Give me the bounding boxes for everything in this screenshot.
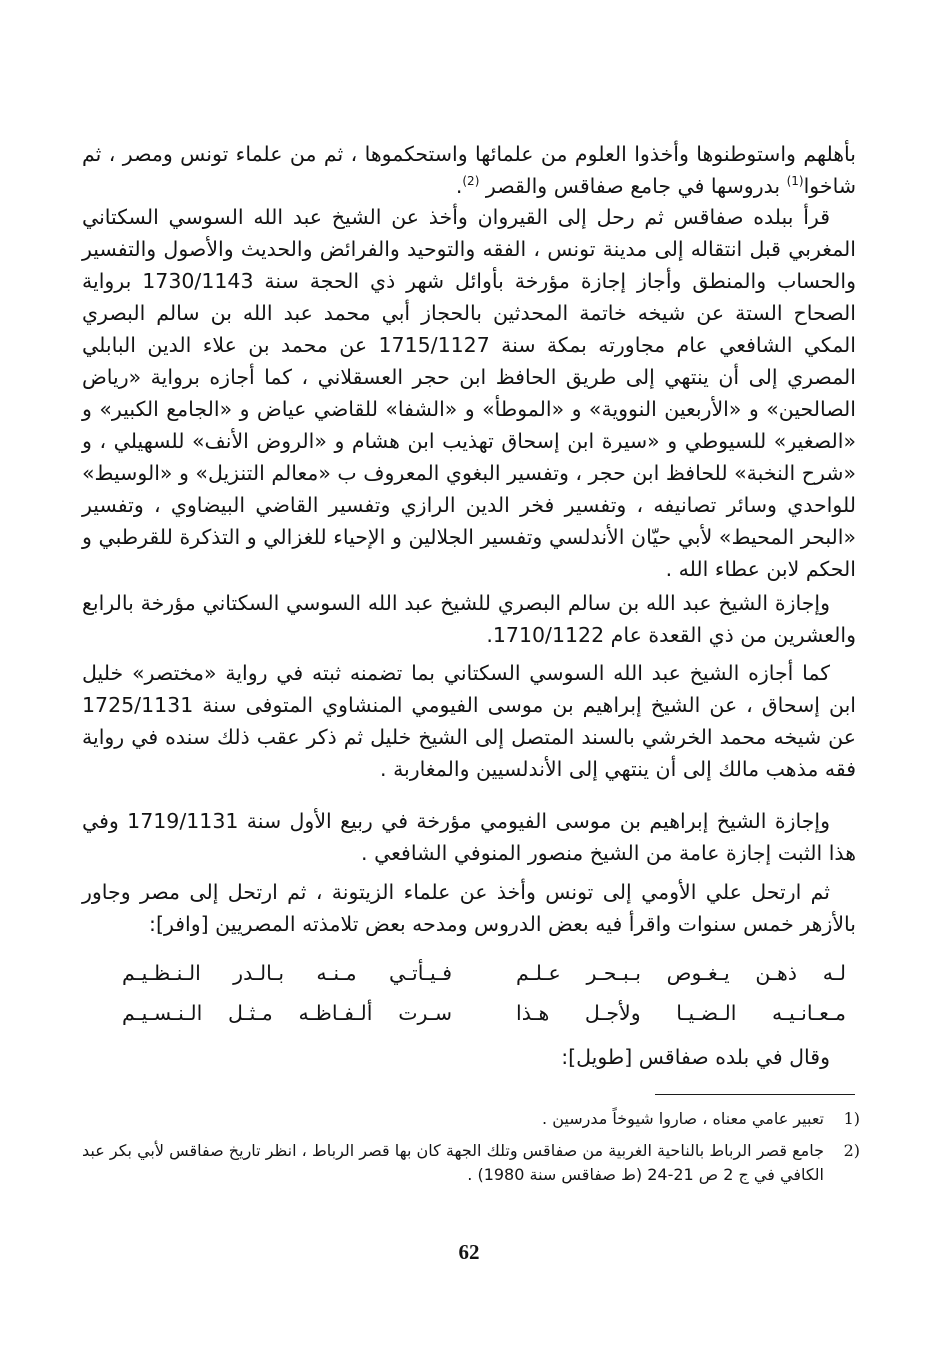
verse-2-second-hemistich: سـرت ألـفـاظـه مـثـل الـنـسـيـم bbox=[122, 1001, 452, 1025]
paragraph-3: وإجازة الشيخ عبد الله بن سالم البصري للشيخ عبد الله السوسي السكتاني مؤرخة بالرابع والعشرين من ذي القعدة عام 1710/1122. bbox=[82, 591, 856, 647]
footnote-1 bbox=[82, 1107, 860, 1131]
paragraph-1-line-2 bbox=[456, 174, 856, 198]
verse-line-1 bbox=[82, 956, 856, 990]
verse-2-first-hemistich: مـعـانـيـه الـضـيـا ولأجـل هـذا bbox=[516, 1001, 846, 1025]
paragraph-1-text-a: شاخوا bbox=[803, 174, 856, 198]
paragraph-1 bbox=[82, 138, 856, 202]
verse-1-first-hemistich: لـه ذهـن يـغـوص بـبـحـر عـلـم bbox=[516, 961, 846, 985]
footnote-2-text: جامع قصر الرباط بالناحية الغربية من صفاقس وتلك الجهة كان بها قصر الرباط ، انظر تاريخ صفاقس لأبي بكر عبد الكافي في ج 2 ص 21-24 (ط صفاقس سنة 1980) . bbox=[82, 1141, 824, 1184]
paragraph-6: ثم ارتحل علي الأومي إلى تونس وأخذ عن علماء الزيتونة ، ثم ارتحل إلى مصر وجاور بالأزهر خمس سنوات واقرأ فيه بعض الدروس ومدحه بعض تلامذته المصريين [وافر]: bbox=[82, 880, 856, 936]
page-number: 62 bbox=[458, 1240, 480, 1264]
verse-line-2 bbox=[82, 996, 856, 1030]
paragraph-1-text-b: بدروسها في جامع صفاقس والقصر bbox=[485, 174, 787, 198]
footnote-ref-1[interactable]: (1) bbox=[786, 174, 804, 189]
paragraph-4: كما أجازه الشيخ عبد الله السوسي السكتاني بما تضمنه ثبته في رواية «مختصر» خليل ابن إسحاق ، عن الشيخ إبراهيم بن موسى الفيومي المنشاوي المتوفى سنة 1725/1131 عن شيخه محمد الخرشي بالسند المتصل إلى الشيخ خليل ثم ذكر عقب ذلك سنده في رواية فقه مذهب مالك إلى أن ينتهي إلى الأندلسيين والمغاربة . bbox=[82, 661, 856, 781]
footnote-ref-2[interactable]: (2) bbox=[462, 174, 480, 189]
paragraph-2: قرأ ببلده صفاقس ثم رحل إلى القيروان وأخذ عن الشيخ عبد الله السوسي السكتاني المغربي قبل انتقاله إلى مدينة تونس ، الفقه والتوحيد والفرائض والحديث والأصول والتفسير والحساب والمنطق وأجاز إجازة مؤرخة بأوائل شهر ذي الحجة سنة 1730/1143 برواية الصحاح الستة عن شيخه خاتمة المحدثين بالحجاز أبي محمد عبد الله بن سالم البصري المكي الشافعي عام مجاورته بمكة سنة 1715/1127 عن محمد بن علاء الدين البابلي المصري إلى أن ينتهي إلى طريق الحافظ ابن حجر العسقلاني ، كما أجازه برواية «رياض الصالحين» و «الأربعين النووية» و «الموطأ» و «الشفا» للقاضي عياض و «الجامع الكبير» و «الصغير» للسيوطي و «سيرة ابن إسحاق تهذيب ابن هشام و «الروض الأنف» للسهيلي ، و «شرح النخبة» للحافظ ابن حجر ، وتفسير البغوي المعروف ب «معالم التنزيل» و «الوسيط» للواحدي وسائر تصانيفه ، وتفسير فخر الدين الرازي وتفسير القاضي البيضاوي ، وتفسير «البحر المحيط» لأبي حيّان الأندلسي وتفسير الجلالين و الإحياء للغزالي و التذكرة للقرطبي و الحكم لابن عطاء الله . bbox=[82, 205, 857, 581]
footnote-1-number: 1) bbox=[843, 1109, 860, 1128]
footnote-1-text: تعبير عامي معناه ، صاروا شيوخاً مدرسين . bbox=[542, 1109, 824, 1128]
paragraph-1-text-c: . bbox=[455, 174, 463, 198]
footnote-2-number: 2) bbox=[843, 1141, 860, 1160]
closing-line: وقال في بلده صفاقس [طويل]: bbox=[561, 1045, 830, 1069]
paragraph-5: وإجازة الشيخ إبراهيم بن موسى الفيومي مؤرخة في ربيع الأول سنة 1719/1131 وفي هذا الثبت إجازة عامة من الشيخ منصور المنوفي الشافعي . bbox=[82, 809, 856, 865]
paragraph-1-line-1: بأهلهم واستوطنوها وأخذوا العلوم من علمائها واستحكموها ، ثم من علماء تونس ومصر ، ثم bbox=[82, 142, 856, 166]
footnote-separator bbox=[655, 1094, 855, 1095]
footnote-2 bbox=[82, 1139, 860, 1187]
verse-1-second-hemistich: فـيـأتـي مـنـه بـالـدر الـنـظـيـم bbox=[122, 961, 452, 985]
